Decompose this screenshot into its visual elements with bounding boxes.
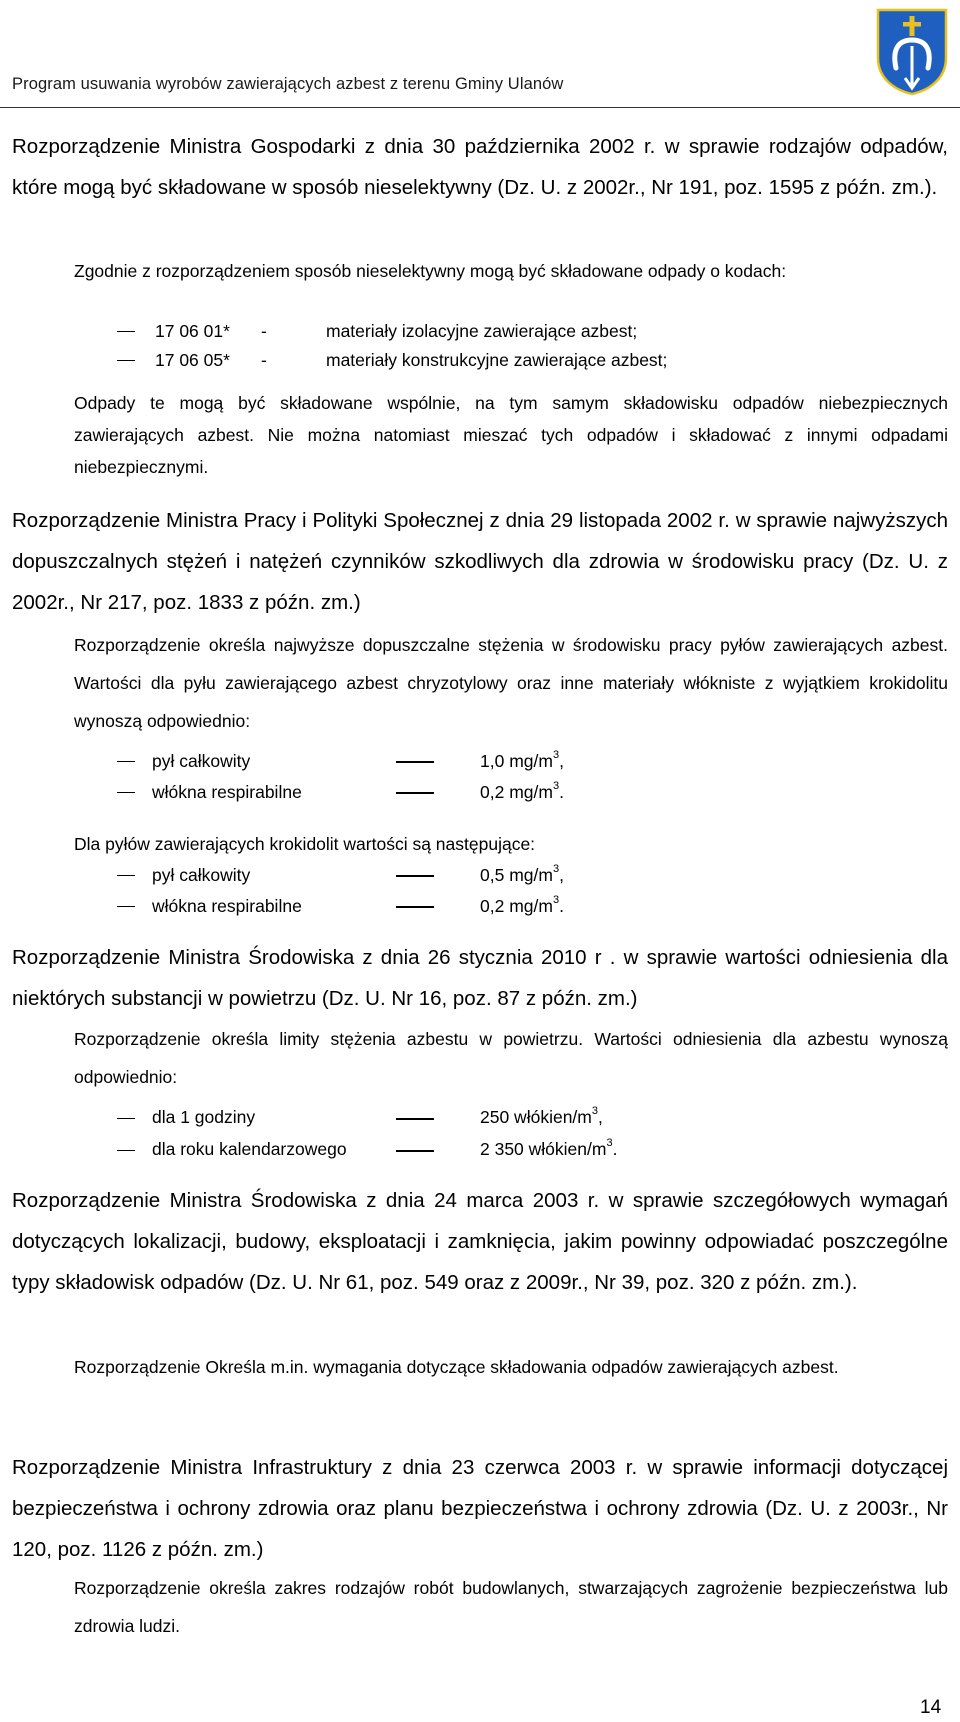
- limit-label: włókna respirabilne: [152, 782, 302, 802]
- regulation-body-1b: Odpady te mogą być składowane wspólnie, na tym samym składowisku odpadów niebezpiecznych zawierających azbest. Nie można natomiast mieszać tych odpadów i składować z innymi odpadami niebezpiecznymi.: [74, 393, 948, 477]
- limit-label: pył całkowity: [152, 865, 251, 885]
- regulation-title-2: Rozporządzenie Ministra Pracy i Polityki Społecznej z dnia 29 listopada 2002 r. w sprawie najwyższych dopuszczalnych stężeń i natężeń czynników szkodliwych dla zdrowia w środowisku pracy (Dz. U. z 2002r., Nr 217, poz. 1833 z późn. zm.): [12, 509, 948, 614]
- list-dash: [396, 1150, 434, 1152]
- list-dash: [117, 875, 135, 876]
- regulation-title-3: Rozporządzenie Ministra Środowiska z dnia 26 stycznia 2010 r . w sprawie wartości odniesienia dla niektórych substancji w powietrzu (Dz. U. Nr 16, poz. 87 z późn. zm.): [12, 946, 948, 1010]
- page-number: 14: [920, 1697, 942, 1718]
- limit-value: 0,2 $mg/m^3$.: [480, 894, 564, 916]
- list-separator: -: [261, 350, 267, 370]
- limit-label: pył całkowity: [152, 751, 251, 771]
- regulation-body-5: Rozporządzenie określa zakres rodzajów robót budowlanych, stwarzających zagrożenie bezpieczeństwa lub zdrowia ludzi.: [74, 1578, 948, 1636]
- list-dash: [117, 1118, 135, 1119]
- reference-value: 2 350 włókien/$m^3$.: [480, 1137, 618, 1159]
- list-dash: [117, 906, 135, 907]
- list-separator: -: [261, 321, 267, 341]
- regulation-body-4: Rozporządzenie Określa m.in. wymagania dotyczące składowania odpadów zawierających azbest.: [74, 1357, 839, 1377]
- regulation-title-5: Rozporządzenie Ministra Infrastruktury z dnia 23 czerwca 2003 r. w sprawie informacji dotyczącej bezpieczeństwa i ochrony zdrowia oraz planu bezpieczeństwa i ochrony zdrowia (Dz. U. z 2003r., Nr 120, poz. 1126 z późn. zm.): [12, 1456, 948, 1561]
- list-dash: [396, 792, 434, 794]
- list-dash: [117, 360, 135, 361]
- list-dash: [117, 761, 135, 762]
- list-dash: [396, 761, 434, 763]
- regulation-body-3: Rozporządzenie określa limity stężenia azbestu w powietrzu. Wartości odniesienia dla azbestu wynoszą odpowiednio:: [74, 1029, 948, 1087]
- waste-code: 17 06 05*: [155, 350, 230, 370]
- limit-value: 0,5 $mg/m^3$,: [480, 863, 564, 885]
- list-dash: [117, 792, 135, 793]
- header-divider: [0, 107, 960, 108]
- regulation-body-2: Rozporządzenie określa najwyższe dopuszczalne stężenia w środowisku pracy pyłów zawierających azbest. Wartości dla pyłu zawierającego azbest chryzotylowy oraz inne materiały włókniste z wyjątkiem krokidolitu wynoszą odpowiednio:: [74, 635, 948, 731]
- list-dash: [396, 906, 434, 908]
- period-label: dla 1 godziny: [152, 1107, 256, 1127]
- list-dash: [396, 875, 434, 877]
- regulation-body-2b: Dla pyłów zawierających krokidolit wartości są następujące:: [74, 834, 536, 854]
- waste-code: 17 06 01*: [155, 321, 230, 341]
- reference-value: 250 włókien/$m^3$,: [480, 1105, 603, 1127]
- list-dash: [396, 1118, 434, 1120]
- list-dash: [117, 331, 135, 332]
- regulation-title-4: Rozporządzenie Ministra Środowiska z dnia 24 marca 2003 r. w sprawie szczegółowych wymagań dotyczących lokalizacji, budowy, eksploatacji i zamknięcia, jakim powinny odpowiadać poszczególne typy składowisk odpadów (Dz. U. Nr 61, poz. 549 oraz z 2009r., Nr 39, poz. 320 z późn. zm.).: [12, 1189, 948, 1294]
- list-dash: [117, 1150, 135, 1151]
- coat-of-arms-icon: [874, 6, 950, 96]
- limit-value: 1,0 $mg/m^3$,: [480, 749, 564, 771]
- limit-label: włókna respirabilne: [152, 896, 302, 916]
- limit-value: 0,2 $mg/m^3$.: [480, 780, 564, 802]
- period-label: dla roku kalendarzowego: [152, 1139, 347, 1159]
- regulation-title-1: Rozporządzenie Ministra Gospodarki z dnia 30 października 2002 r. w sprawie rodzajów odpadów, które mogą być składowane w sposób nieselektywny (Dz. U. z 2002r., Nr 191, poz. 1595 z późn. zm.).: [12, 135, 948, 199]
- regulation-body-1: Zgodnie z rozporządzeniem sposób nieselektywny mogą być składowane odpady o kodach:: [74, 261, 787, 281]
- document-header-title: Program usuwania wyrobów zawierających azbest z terenu Gminy Ulanów: [12, 75, 564, 93]
- waste-description: materiały konstrukcyjne zawierające azbest;: [326, 350, 668, 370]
- waste-description: materiały izolacyjne zawierające azbest;: [326, 321, 638, 341]
